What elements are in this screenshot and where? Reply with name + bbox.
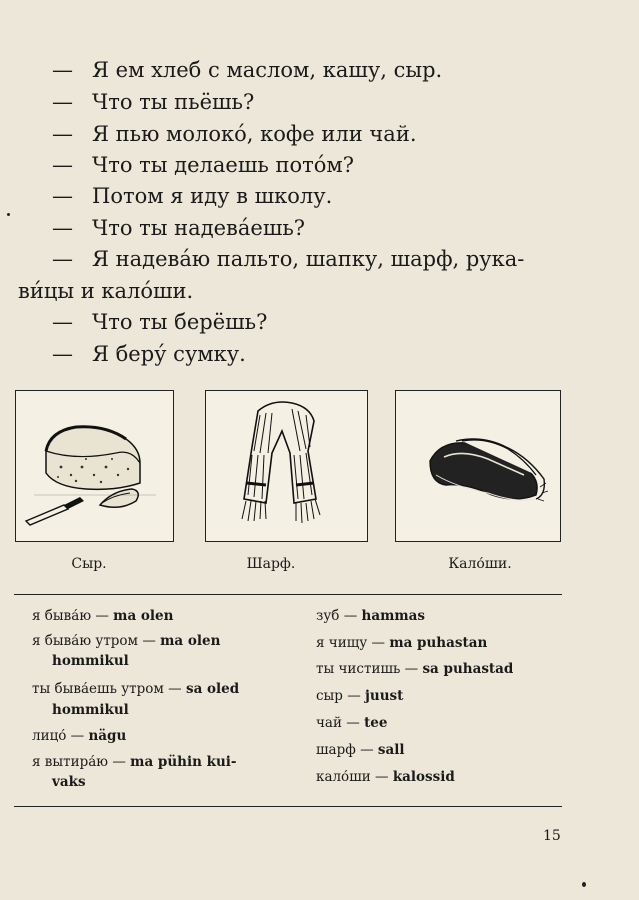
- picture-cheese: [15, 390, 174, 542]
- textbook-page: — Я ем хлеб с маслом, кашу, сыр. — Что ты пьёшь? — Я пью молоко́, кофе или чай. — Что ты делаешь пото́м? — Потом я иду в школу. — Что ты надева́ешь? — Я надева́ю пальто, шапку, шарф, рука- ви́цы и кало́ши. — Что ты берёшь? — Я беру́ сумку. Сыр. Шарф. Кало́ши. я быва́ю — ma olen я быва́ю утром — ma olen hommikul ты быва́ешь утром — sa oled hommikul лицо́ — nägu я вытира́ю — ma pühin kui- vaks зуб — hammas я чищу — ma puhastan ты чистишь — sa puhastad сыр — juust чай — tee шарф — sall кало́ши — kalossid 15: [0, 0, 639, 900]
- vocab-entry: чай — tee: [316, 715, 388, 731]
- divider-top: [14, 594, 562, 595]
- print-speck: [7, 213, 10, 216]
- picture-galoshes: [395, 390, 561, 542]
- vocabulary-right: [316, 606, 566, 796]
- galoshes-icon: [396, 391, 559, 540]
- vocab-entry: кало́ши — kalossid: [316, 769, 455, 785]
- caption-galoshes: Кало́ши.: [448, 556, 512, 572]
- vocab-entry: я быва́ю — ma olen: [32, 608, 174, 624]
- vocab-entry-continued: vaks: [52, 774, 86, 790]
- vocab-entry: шарф — sall: [316, 742, 405, 758]
- vocabulary-left: [32, 606, 282, 796]
- vocab-entry: я быва́ю утром — ma olen: [32, 633, 221, 649]
- print-speck: [582, 882, 586, 887]
- picture-scarf: [205, 390, 368, 542]
- vocab-entry-continued: hommikul: [52, 653, 129, 669]
- caption-scarf: Шарф.: [246, 556, 296, 572]
- vocab-entry: я чищу — ma puhastan: [316, 635, 488, 651]
- vocab-entry: ты быва́ешь утром — sa oled: [32, 681, 240, 697]
- bread-cheese-icon: [16, 391, 172, 540]
- vocab-entry: зуб — hammas: [316, 608, 426, 624]
- scarf-icon: [206, 391, 366, 540]
- page-number: 15: [543, 828, 561, 844]
- vocab-entry: лицо́ — nägu: [32, 728, 127, 744]
- vocab-entry: сыр — juust: [316, 688, 404, 704]
- vocab-entry: я вытира́ю — ma pühin kui-: [32, 754, 237, 770]
- divider-bottom: [14, 806, 562, 807]
- caption-cheese: Сыр.: [71, 556, 107, 572]
- vocab-entry: ты чистишь — sa puhastad: [316, 661, 514, 677]
- vocab-entry-continued: hommikul: [52, 702, 129, 718]
